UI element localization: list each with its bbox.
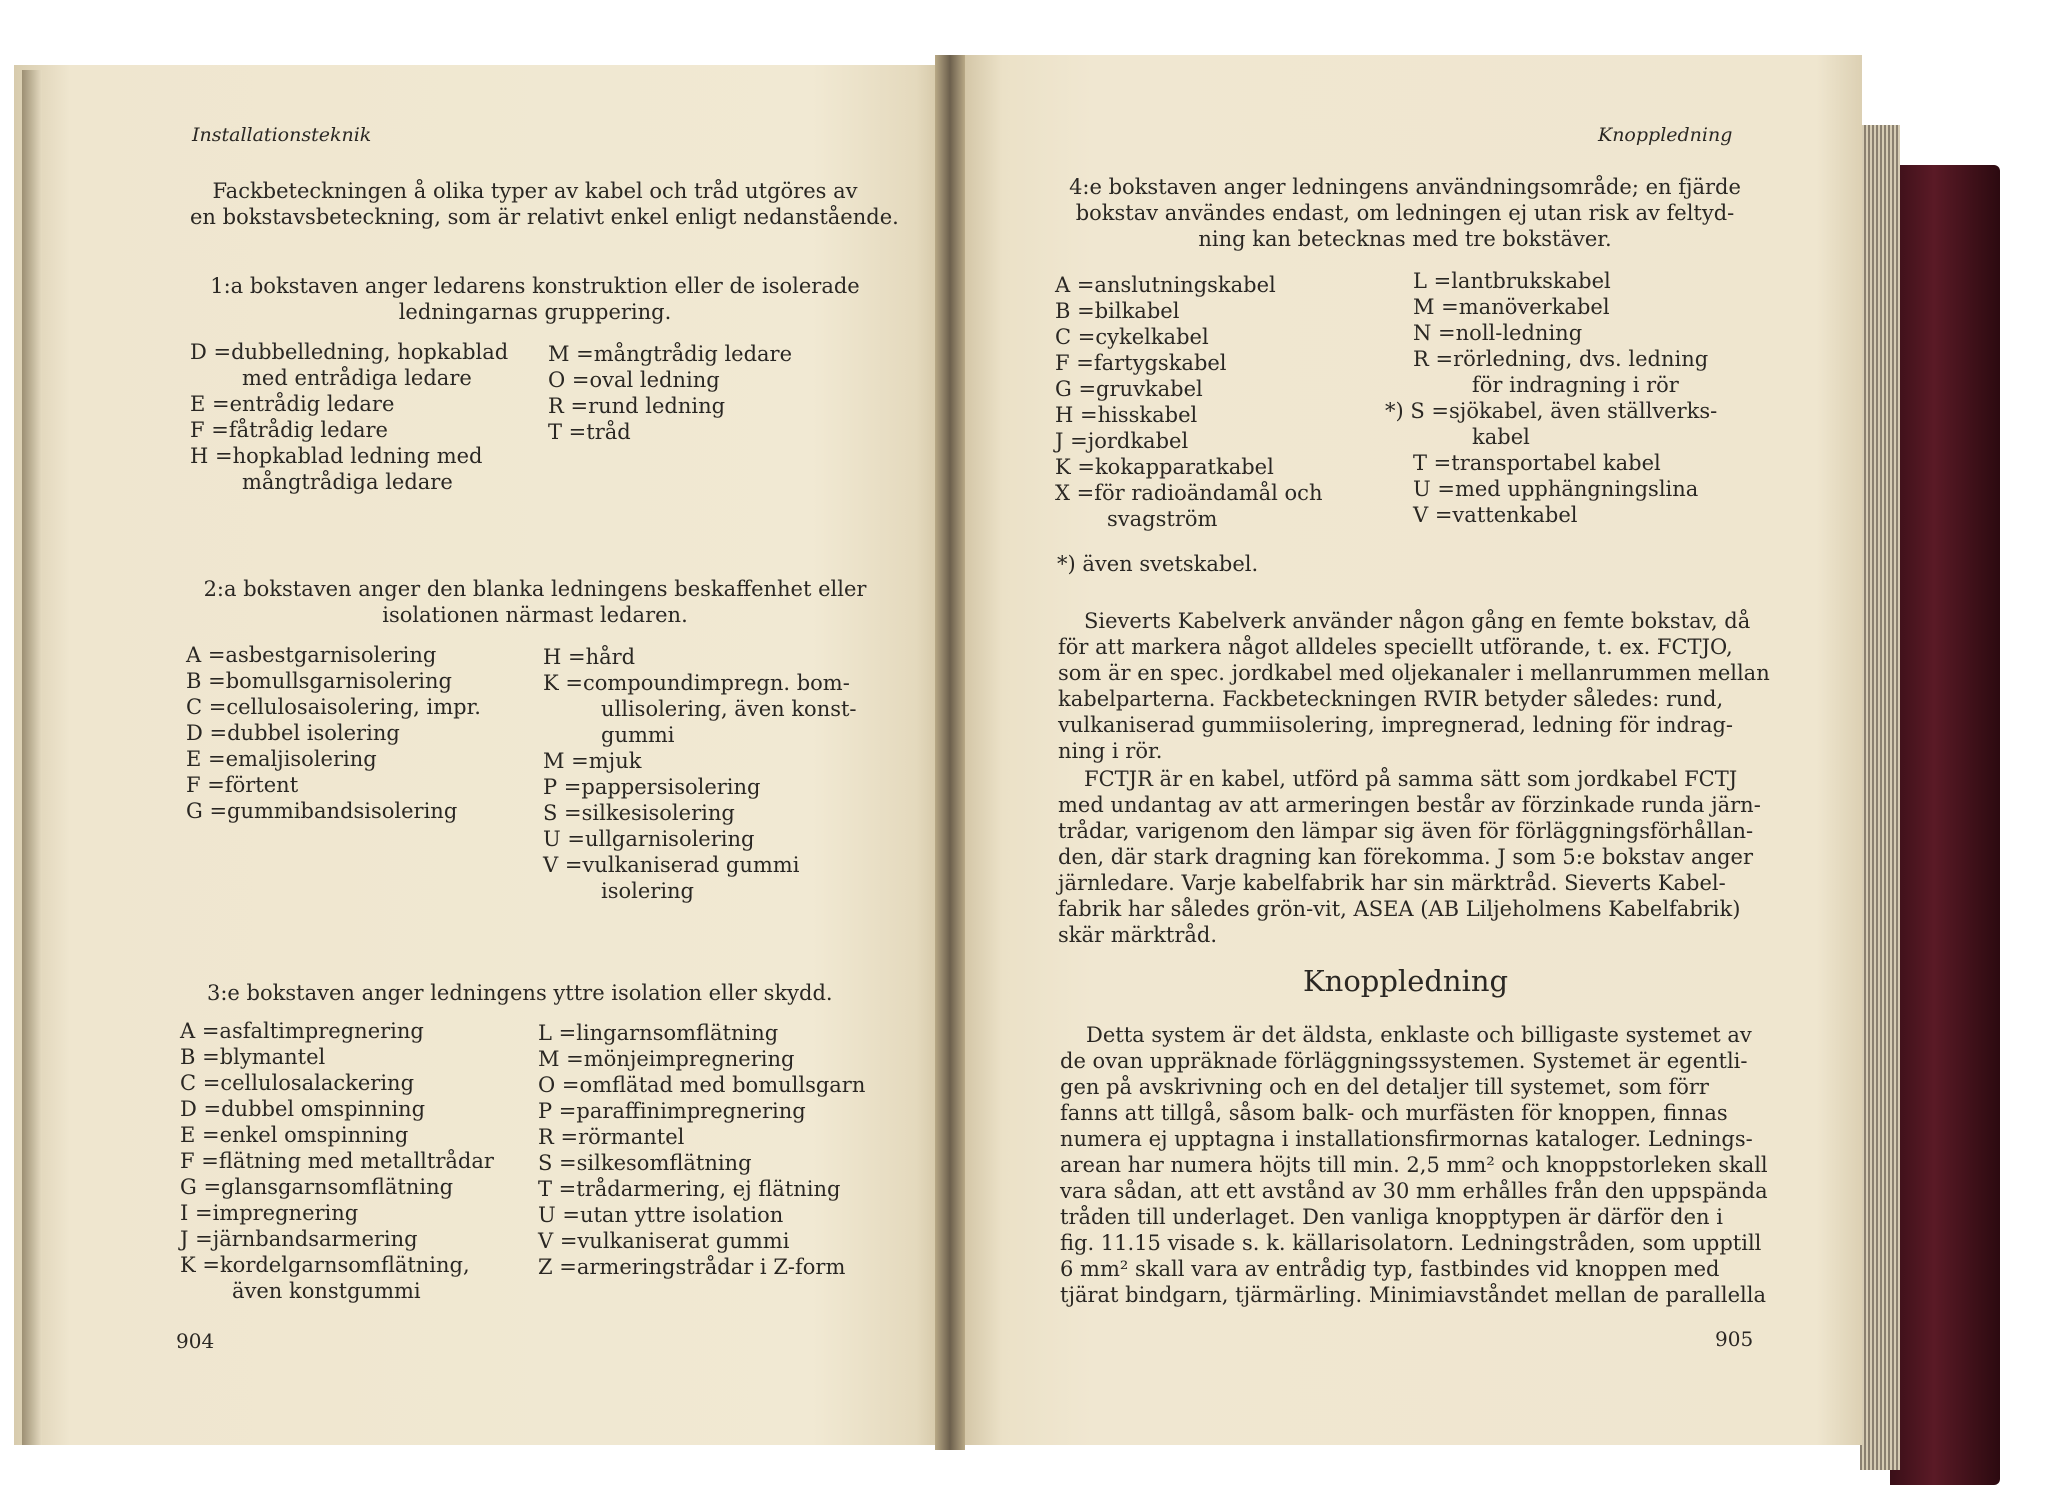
book-cover-edge xyxy=(1890,165,2000,1485)
list-item: A =asfaltimpregnering xyxy=(180,1019,424,1043)
list-item: även konstgummi xyxy=(232,1279,421,1303)
list-item: B =bomullsgarnisolering xyxy=(186,669,452,693)
list-item: mångtrådiga ledare xyxy=(242,470,453,494)
left-running-header: Installationsteknik xyxy=(192,124,372,146)
paragraph-line: arean har numera höjts till min. 2,5 mm² och knoppstorleken skall xyxy=(1060,1153,1768,1177)
list-item: K =kokapparatkabel xyxy=(1055,455,1274,479)
list-item: G =gummibandsisolering xyxy=(186,799,458,823)
paragraph-line: med undantag av att armeringen består av förzinkade runda järn- xyxy=(1058,793,1761,817)
paragraph-1 xyxy=(1058,608,1770,764)
paragraph-line: gen på avskrivning och en del detaljer till systemet, som förr xyxy=(1060,1075,1709,1099)
paragraph-line: skär märktråd. xyxy=(1058,923,1218,947)
page-block-edge xyxy=(1860,125,1900,1470)
sec1-title-line: 1:a bokstaven anger ledarens konstruktion eller de isolerade xyxy=(210,274,860,298)
list-item: G =gruvkabel xyxy=(1055,377,1203,401)
list-item: F =fartygskabel xyxy=(1055,351,1227,375)
paragraph-line: 6 mm² skall vara av entrådig typ, fastbindes vid knoppen med xyxy=(1060,1257,1720,1281)
paragraph-line: Sieverts Kabelverk använder någon gång en femte bokstav, då xyxy=(1084,609,1751,633)
intro-line: Fackbeteckningen å olika typer av kabel och tråd utgöres av xyxy=(212,179,858,203)
list-item: L =lingarnsomflätning xyxy=(538,1021,779,1045)
list-item: P =pappersisolering xyxy=(543,775,761,799)
footnote: *) även svetskabel. xyxy=(1057,552,1259,576)
list-item: J =järnbandsarmering xyxy=(180,1227,418,1251)
list-item: E =entrådig ledare xyxy=(190,392,395,416)
sec2-title-line: isolationen närmast ledaren. xyxy=(382,603,688,627)
left-page-number: 904 xyxy=(176,1329,215,1353)
list-item: X =för radioändamål och xyxy=(1055,481,1323,505)
paragraph-line: vara sådan, att ett avstånd av 30 mm erhålles från den uppspända xyxy=(1060,1179,1768,1203)
sec4-title-line: ning kan betecknas med tre bokstäver. xyxy=(1198,227,1612,251)
list-item: F =förtent xyxy=(186,773,299,797)
paragraph-line: fanns att tillgå, såsom balk- och murfästen för knoppen, finnas xyxy=(1060,1101,1728,1125)
sec2-right-list xyxy=(543,644,857,904)
list-item: *) S =sjökabel, även ställverks- xyxy=(1385,399,1718,423)
paragraph-line: den, där stark dragning kan förekomma. J som 5:e bokstav anger xyxy=(1058,845,1753,869)
list-item: C =cykelkabel xyxy=(1055,325,1209,349)
right-running-header: Knoppledning xyxy=(1598,124,1733,146)
list-item: V =vattenkabel xyxy=(1413,503,1578,527)
list-item: isolering xyxy=(601,879,695,903)
list-item: U =utan yttre isolation xyxy=(538,1203,784,1227)
list-item: I =impregnering xyxy=(180,1201,359,1225)
paragraph-line: fig. 11.15 visade s. k. källarisolatorn. Ledningstråden, som upptill xyxy=(1060,1231,1762,1255)
list-item: svagström xyxy=(1107,507,1218,531)
sec4-title-line: bokstav användes endast, om ledningen ej utan risk av feltyd- xyxy=(1075,201,1735,225)
list-item: B =blymantel xyxy=(180,1045,326,1069)
right-page-number: 905 xyxy=(1715,1327,1754,1351)
list-item: D =dubbel omspinning xyxy=(180,1097,426,1121)
sec2-left-list xyxy=(186,642,481,824)
sec1-title xyxy=(190,273,880,325)
list-item: O =omflätad med bomullsgarn xyxy=(538,1073,866,1097)
sec3-right-list xyxy=(538,1020,865,1280)
intro-line: en bokstavsbeteckning, som är relativt enkel enligt nedanstående. xyxy=(190,205,899,229)
list-item: H =hopkablad ledning med xyxy=(190,444,483,468)
list-item: T =trådarmering, ej flätning xyxy=(538,1177,841,1201)
paragraph-line: Detta system är det äldsta, enklaste och billigaste systemet av xyxy=(1086,1023,1752,1047)
paragraph-line: som är en spec. jordkabel med oljekanaler i mellanrummen mellan xyxy=(1058,661,1770,685)
paragraph-line: vulkaniserad gummiisolering, impregnerad, ledning för indrag- xyxy=(1058,713,1734,737)
paragraph-2 xyxy=(1058,766,1761,948)
list-item: J =jordkabel xyxy=(1055,429,1189,453)
left-intro xyxy=(190,178,899,230)
list-item: O =oval ledning xyxy=(548,368,720,392)
paragraph-line: tråden till underlaget. Den vanliga knopptypen är därför den i xyxy=(1060,1205,1723,1229)
paragraph-line: ning i rör. xyxy=(1058,739,1163,763)
list-item: S =silkesisolering xyxy=(543,801,735,825)
paragraph-line: kabelparterna. Fackbeteckningen RVIR betyder således: rund, xyxy=(1058,687,1724,711)
sec4-title-line: 4:e bokstaven anger ledningens användningsområde; en fjärde xyxy=(1069,175,1741,199)
list-item: H =hård xyxy=(543,645,636,669)
paragraph-line: trådar, varigenom den lämpar sig även för förläggningsförhållan- xyxy=(1058,819,1754,843)
sec2-title-line: 2:a bokstaven anger den blanka ledningens beskaffenhet eller xyxy=(203,577,867,601)
list-item: A =asbestgarnisolering xyxy=(186,643,437,667)
list-item: M =mjuk xyxy=(543,749,642,773)
list-item: E =emaljisolering xyxy=(186,747,377,771)
sec2-title xyxy=(190,576,880,628)
list-item: M =mångtrådig ledare xyxy=(548,342,793,366)
list-item: M =manöverkabel xyxy=(1413,295,1610,319)
list-item: för indragning i rör xyxy=(1472,373,1679,397)
list-item: C =cellulosaisolering, impr. xyxy=(186,695,481,719)
left-page-edge xyxy=(22,70,42,1445)
list-item: R =rörledning, dvs. ledning xyxy=(1413,347,1709,371)
list-item: C =cellulosalackering xyxy=(180,1071,415,1095)
list-item: N =noll-ledning xyxy=(1413,321,1583,345)
paragraph-3 xyxy=(1060,1022,1768,1308)
list-item: F =flätning med metalltrådar xyxy=(180,1149,494,1173)
sec1-title-line: ledningarnas gruppering. xyxy=(398,300,672,324)
list-item: G =glansgarnsomflätning xyxy=(180,1175,454,1199)
paragraph-line: FCTJR är en kabel, utförd på samma sätt som jordkabel FCTJ xyxy=(1084,767,1738,791)
list-item: P =paraffinimpregnering xyxy=(538,1099,806,1123)
list-item: R =rund ledning xyxy=(548,394,726,418)
list-item: U =ullgarnisolering xyxy=(543,827,755,851)
sec1-left-list xyxy=(190,339,508,495)
list-item: Z =armeringstrådar i Z-form xyxy=(538,1255,846,1279)
list-item: D =dubbel isolering xyxy=(186,721,400,745)
list-item: E =enkel omspinning xyxy=(180,1123,409,1147)
list-item: H =hisskabel xyxy=(1055,403,1198,427)
section-heading: Knoppledning xyxy=(1303,964,1509,998)
paragraph-line: de ovan uppräknade förläggningssystemen. Systemet är egentli- xyxy=(1060,1049,1748,1073)
list-item: K =compoundimpregn. bom- xyxy=(543,671,850,695)
list-item: kabel xyxy=(1472,425,1530,449)
list-item: L =lantbrukskabel xyxy=(1413,269,1611,293)
paragraph-line: järnledare. Varje kabelfabrik har sin märktråd. Sieverts Kabel- xyxy=(1058,871,1726,895)
list-item: gummi xyxy=(601,723,675,747)
list-item: T =tråd xyxy=(548,420,631,444)
list-item: V =vulkaniserat gummi xyxy=(538,1229,790,1253)
list-item: F =fåtrådig ledare xyxy=(190,418,388,442)
list-item: A =anslutningskabel xyxy=(1055,273,1276,297)
sec3-title: 3:e bokstaven anger ledningens yttre isolation eller skydd. xyxy=(207,981,833,1005)
sec4-left-list xyxy=(1055,272,1322,532)
list-item: B =bilkabel xyxy=(1055,299,1180,323)
list-item: U =med upphängningslina xyxy=(1413,477,1699,501)
list-item: T =transportabel kabel xyxy=(1413,451,1661,475)
list-item: D =dubbelledning, hopkablad xyxy=(190,340,509,364)
list-item: K =kordelgarnsomflätning, xyxy=(180,1253,470,1277)
sec4-title xyxy=(1060,174,1750,252)
list-item: V =vulkaniserad gummi xyxy=(543,853,800,877)
paragraph-line: tjärat bindgarn, tjärmärling. Minimiavståndet mellan de parallella xyxy=(1060,1283,1766,1307)
sec1-right-list xyxy=(548,341,792,445)
list-item: ullisolering, även konst- xyxy=(601,697,857,721)
list-item: S =silkesomflätning xyxy=(538,1151,752,1175)
paragraph-line: numera ej upptagna i installationsfirmornas kataloger. Lednings- xyxy=(1060,1127,1753,1151)
paragraph-line: för att markera något alldeles speciellt utförande, t. ex. FCTJO, xyxy=(1058,635,1733,659)
list-item: M =mönjeimpregnering xyxy=(538,1047,795,1071)
book-gutter xyxy=(935,55,965,1450)
sec3-left-list xyxy=(180,1018,494,1304)
paragraph-line: fabrik har således grön-vit, ASEA (AB Liljeholmens Kabelfabrik) xyxy=(1058,897,1741,921)
list-item: R =rörmantel xyxy=(538,1125,685,1149)
list-item: med entrådiga ledare xyxy=(242,366,472,390)
sec4-right-list xyxy=(1385,268,1717,528)
